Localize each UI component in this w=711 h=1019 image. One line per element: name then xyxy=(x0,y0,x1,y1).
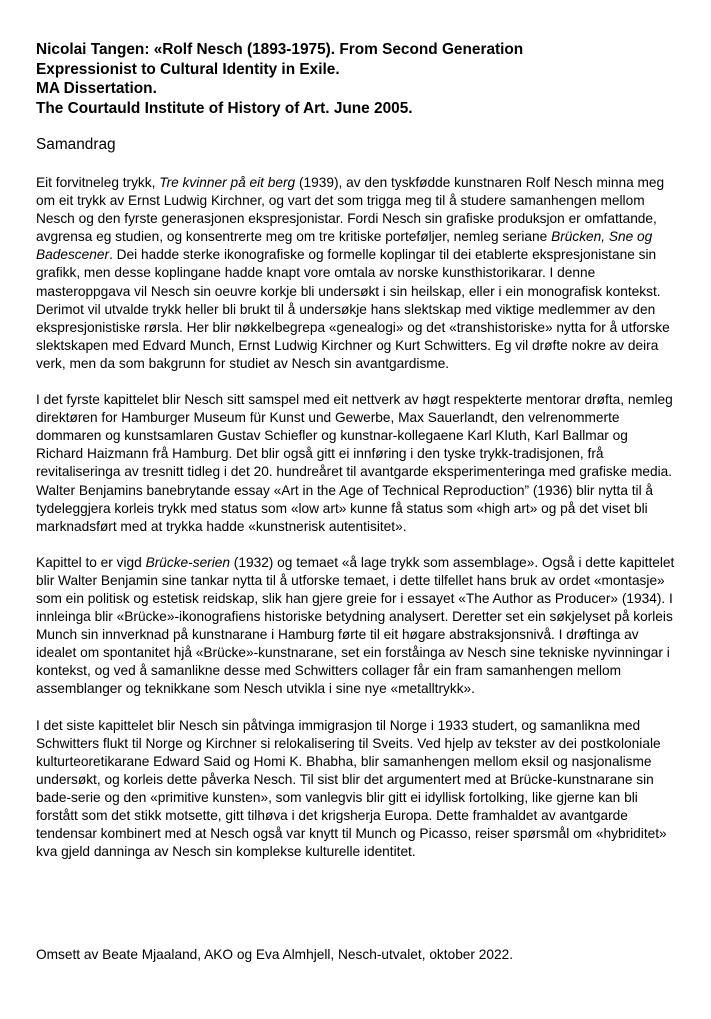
abstract-body xyxy=(36,174,676,879)
text-run: I det siste kapittelet blir Nesch sin påtvinga immigrasjon til Norge i 1933 studert, og samanlikna med Schwitters flukt til Norge og Kirchner si relokalisering til Sveits. Ved hjelp av tekster av dei postkoloniale kulturteoretikarane Edward Said og Homi K. Bhabha, blir samanhengen mellom eksil og nasjonalisme undersøkt, og korleis dette påverka Nesch. Til sist blir det argumentert med at Brücke-kunstnarane sin bade-serie og den «primitive kunsten», som vanlegvis blir gitt ei idyllisk fortolking, like gjerne kan bli forstått som det stikk motsette, gitt tilhøva i det krigsherja Europa. Dette framhaldet av avantgarde tendensar kombinert med at Nesch også var knytt til Munch og Picasso, reiser spørsmål om «hybriditet» kva gjeld danninga av Nesch sin komplekse kulturelle identitet. xyxy=(36,717,667,860)
text-run: I det fyrste kapittelet blir Nesch sitt samspel med eit nettverk av høgt respekterte mentorar drøfta, nemleg direktøren for Hamburger Museum für Kunst und Gewerbe, Max Sauerlandt, den velrenommerte dommaren og kunstsamlaren Gustav Schiefler og kunstnar-kollegaene Karl Kluth, Karl Ballmar og Richard Haizmann frå Hamburg. Det blir også gitt ei innføring i den tyske trykk-tradisjonen, frå revitaliseringa av tresnitt tidleg i det 20. hundreåret til avantgarde eksperimenteringa med grafiske media. Walter Benjamins banebrytande essay «Art in the Age of Technical Reproduction” (1936) blir nytta til å tydeleggjera korleis trykk med status som «low art» kunne få status som «high art» og på det viset bli marknadsført med at trykka hadde «kunstnerisk autentisitet». xyxy=(36,392,673,534)
header-degree-line: MA Dissertation. xyxy=(36,80,157,97)
text-run: . Dei hadde sterke ikonografiske og formelle koplingar til dei etablerte ekspresjonistane sin grafikk, men desse koplingane hadde knapt vore omtala av norske kunsthistorikarar. I denne masteroppgava vil Nesch sin oeuvre korkje bli undersøkt i sin heilskap, eller i ein monografisk kontekst. Derimot vil utvalde trykk heller bli brukt til å undersøkje hans slektskap med viktige medlemmer av den ekspresjonistiske rørsla. Her blir nøkkelbegrepa «genealogi» og det «transhistoriske» nytta for å utforske slektskapen med Edvard Munch, Ernst Ludwig Kirchner og Kurt Schwitters. Eg vil drøfte nokre av deira verk, men da som bakgrunn for studiet av Nesch sin avantgardisme. xyxy=(36,247,670,371)
italic-title-run: Brücke-serien xyxy=(145,554,230,570)
paragraph xyxy=(36,174,676,373)
text-run: Eit forvitneleg trykk, xyxy=(36,175,160,190)
text-run: (1932) og temaet «å lage trykk som assemblage». Også i dette kapittelet blir Walter Benjamin sine tankar nytta til å utforske temaet, i dette tilfellet hans bruk av ordet «montasje» som ein politisk og estetisk reidskap, slik han gjere greie for i essayet «The Author as Producer» (1934). I innleinga blir «Brücke»-ikonografiens historiske betydning analysert. Deretter set ein søkjelyset på korleis Munch sin innverknad på kunstnarane i Hamburg førte til eit høgare abstraksjonsnivå. I drøftinga av idealet om spontanitet hjå «Brücke»-kunstnarane, set ein forståinga av Nesch sine tekniske nyvinningar i kontekst, og ved å samanlikne desse med Schwitters collager får ein fram samanhengen mellom assemblanger og teknikkane som Nesch utvikla i sine nye «metalltrykk». xyxy=(36,554,675,697)
paragraph xyxy=(36,391,676,536)
header-institution-line: The Courtauld Institute of History of Art. June 2005. xyxy=(36,99,413,117)
document-header xyxy=(36,40,686,118)
text-run: Kapittel to er vigd xyxy=(36,554,146,570)
italic-title-run: Tre kvinner på eit berg xyxy=(159,175,296,190)
header-title-line: Nicolai Tangen: «Rolf Nesch (1893-1975). From Second Generation xyxy=(36,41,524,58)
text-run: (1939), av den tyskfødde kunstnaren Rolf Nesch minna meg om eit trykk av Ernst Ludwig Kirchner, og vart det som trigga meg til å studere samanhengen mellom Nesch og den fyrste generasjonen ekspresjonistar. Fordi Nesch sin grafiske produksjon er omfattande, avgrensa eg studien, og konsentrerte meg om tre kritiske porteføljer, nemleg seriane xyxy=(36,175,665,245)
header-title-line: Expressionist to Cultural Identity in Exile. xyxy=(36,60,340,78)
italic-title-run: Brücken, Sne og Badescener xyxy=(36,229,653,263)
paragraph xyxy=(36,717,676,862)
section-title: Samandrag xyxy=(36,136,116,153)
paragraph xyxy=(36,554,676,699)
translation-credit: Omsett av Beate Mjaaland, AKO og Eva Almhjell, Nesch-utvalet, oktober 2022. xyxy=(36,947,514,962)
